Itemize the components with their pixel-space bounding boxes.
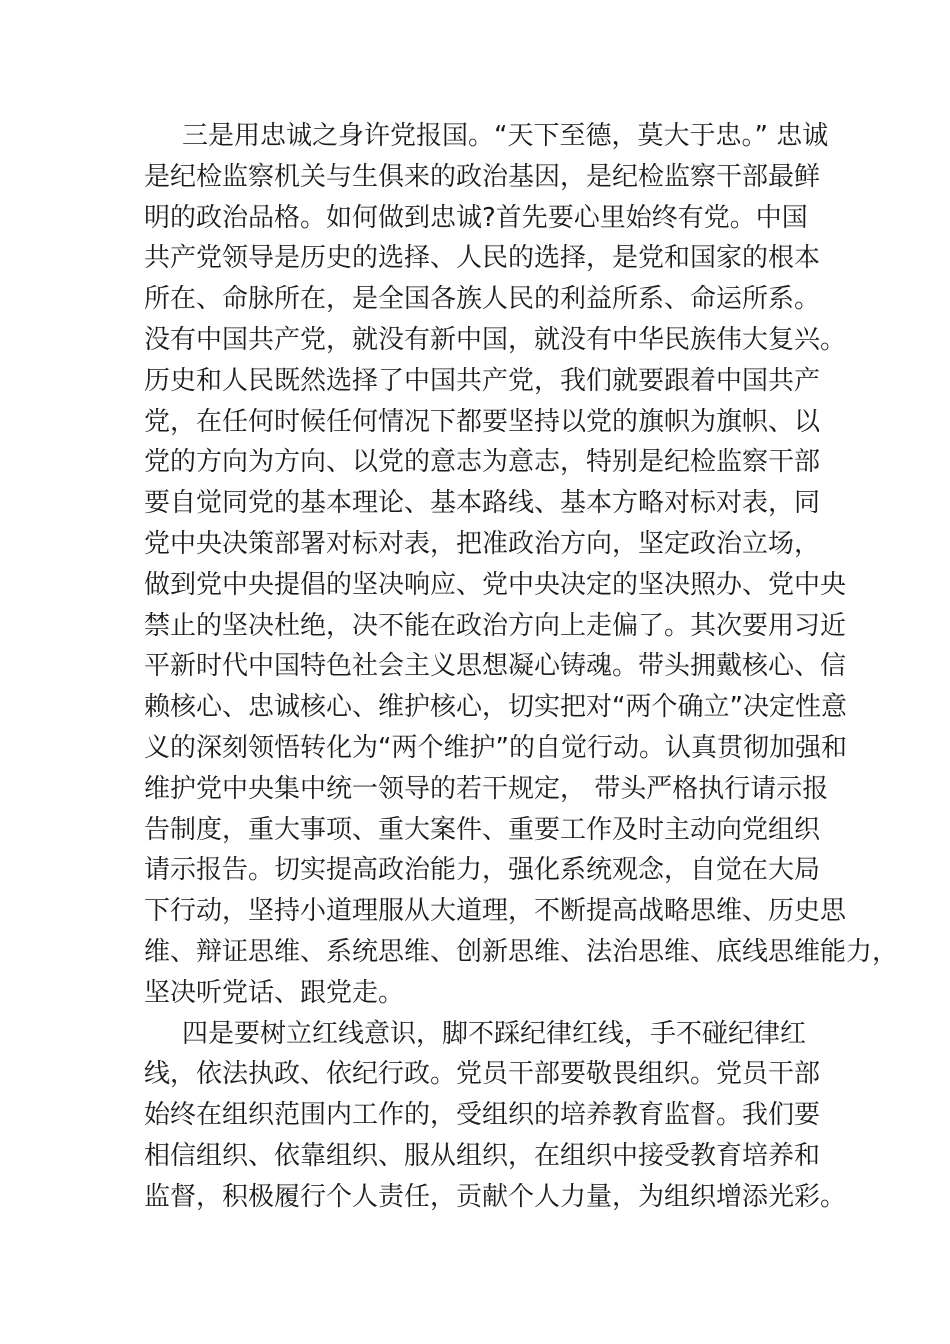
paragraph-line: 义的深刻领悟转化为“两个维护”的自觉行动。认真贯彻加强和 bbox=[144, 732, 847, 763]
paragraph-line: 赖核心、忠诚核心、维护核心，切实把对“两个确立”决定性意 bbox=[144, 692, 847, 723]
paragraph-line: 党，在任何时候任何情况下都要坚持以党的旗帜为旗帜、以 bbox=[144, 406, 821, 437]
paragraph-line: 告制度，重大事项、重大案件、重要工作及时主动向党组织 bbox=[144, 814, 821, 845]
paragraph-line: 始终在组织范围内工作的，受组织的培养教育监督。我们要 bbox=[144, 1100, 821, 1131]
paragraph-line: 相信组织、依靠组织、服从组织，在组织中接受教育培养和 bbox=[144, 1140, 821, 1171]
paragraph-line: 做到党中央提倡的坚决响应、党中央决定的坚决照办、党中央 bbox=[144, 569, 847, 600]
paragraph-line: 是纪检监察机关与生俱来的政治基因，是纪检监察干部最鲜 bbox=[144, 161, 821, 192]
paragraph-line: 线，依法执政、依纪行政。党员干部要敬畏组织。党员干部 bbox=[144, 1059, 821, 1090]
paragraph-line: 禁止的坚决杜绝，决不能在政治方向上走偏了。其次要用习近 bbox=[144, 610, 847, 641]
paragraph-line: 维护党中央集中统一领导的若干规定， 带头严格执行请示报 bbox=[144, 773, 829, 804]
paragraph-line: 所在、命脉所在，是全国各族人民的利益所系、命运所系。 bbox=[144, 284, 821, 315]
paragraph-line: 没有中国共产党，就没有新中国，就没有中华民族伟大复兴。 bbox=[144, 324, 847, 355]
paragraph-line: 共产党领导是历史的选择、人民的选择，是党和国家的根本 bbox=[144, 243, 821, 274]
paragraph-line: 请示报告。切实提高政治能力，强化系统观念，自觉在大局 bbox=[144, 855, 821, 886]
paragraph-line: 维、辩证思维、系统思维、创新思维、法治思维、底线思维能力， bbox=[144, 936, 899, 967]
paragraph-line: 党的方向为方向、以党的意志为意志，特别是纪检监察干部 bbox=[144, 447, 821, 478]
paragraph-line: 要自觉同党的基本理论、基本路线、基本方略对标对表，同 bbox=[144, 488, 821, 519]
paragraph-line: 四是要树立红线意识，脚不踩纪律红线，手不碰纪律红 bbox=[182, 1018, 807, 1049]
paragraph-line: 三是用忠诚之身许党报国。“天下至德，莫大于忠。” 忠诚 bbox=[182, 121, 829, 151]
paragraph-line: 坚决听党话、跟党走。 bbox=[144, 977, 405, 1008]
paragraph-line: 下行动，坚持小道理服从大道理，不断提高战略思维、历史思 bbox=[144, 896, 847, 927]
paragraph-line: 党中央决策部署对标对表，把准政治方向，坚定政治立场， bbox=[144, 528, 821, 559]
paragraph-line: 明的政治品格。如何做到忠诚?首先要心里始终有党。中国 bbox=[144, 202, 808, 233]
paragraph-line: 平新时代中国特色社会主义思想凝心铸魂。带头拥戴核心、信 bbox=[144, 651, 847, 682]
body-text bbox=[144, 116, 899, 1218]
paragraph-line: 监督，积极履行个人责任，贡献个人力量，为组织增添光彩。 bbox=[144, 1181, 847, 1212]
paragraph-line: 历史和人民既然选择了中国共产党，我们就要跟着中国共产 bbox=[144, 365, 821, 396]
